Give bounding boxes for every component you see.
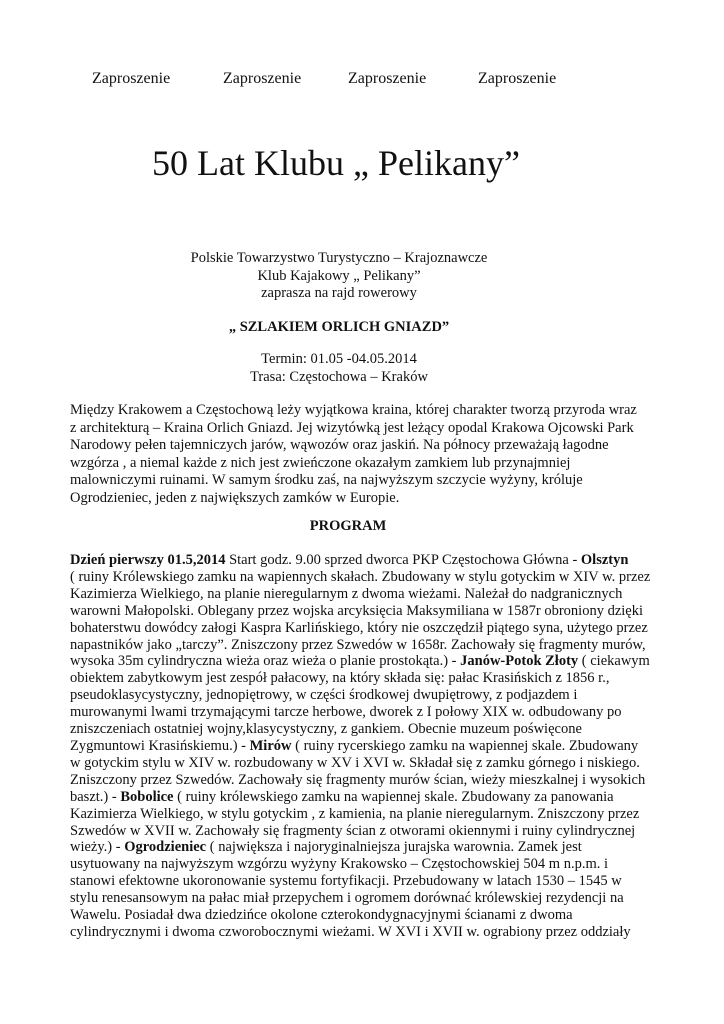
day-line [70, 789, 660, 806]
day-line: murowanymi lwami trzymającymi tarcze herbowe, dworek z I połowy XIX w. odbudowany po [70, 704, 622, 721]
header-row [0, 70, 724, 90]
day-line: warowni Małopolski. Oblegany przez wojska arcyksięcia Maksymiliana w 1587r obroniony dzięki [70, 602, 644, 619]
day-line: Szwedów w XVII w. Zachowały się fragmenty ścian z otworami okiennymi i ruiny cylindrycznej [70, 822, 636, 839]
day-line: Zniszczony przez Szwedów. Zachowały się fragmenty murów ścian, wieży mieszkalnej i wysokich [70, 771, 646, 788]
place-name: Mirów [249, 737, 292, 754]
day-line: zniszczeniach ostatniej wojny,klasycystyczny, z gankiem. Obecnie muzeum poświęcone [70, 721, 582, 738]
header-invitation-label: Zaproszenie [348, 70, 427, 87]
header-invitation-label: Zaproszenie [223, 70, 302, 87]
day-text: ( największa i najoryginalniejsza jurajska warownia. Zamek jest [206, 839, 582, 856]
day-line: Wawelu. Posiadał dwa dziedzińce okolone czterokondygnacyjnymi ścianami z dwoma [70, 907, 573, 924]
rally-term: Termin: 01.05 -04.05.2014 [261, 351, 417, 367]
header-invitation-label: Zaproszenie [478, 70, 557, 87]
organizer-line: Polskie Towarzystwo Turystyczno – Krajoznawcze [190, 250, 488, 266]
day-line: ( ruiny Królewskiego zamku na wapiennych skałach. Zbudowany w stylu gotyckim w XIV w. przez [70, 568, 651, 585]
day-text: baszt.) - [70, 788, 121, 805]
header-invitation-label: Zaproszenie [92, 70, 171, 87]
day-text: Zygmuntowi Krasińskiemu.) - [70, 737, 250, 754]
rally-details [0, 351, 678, 386]
place-name: Olsztyn [580, 552, 629, 568]
day-line: cylindrycznymi i dwoma czworobocznymi wieżami. W XVI i XVII w. ograbiony przez oddziały [70, 923, 631, 940]
day-line [70, 552, 660, 569]
day-line [70, 653, 660, 670]
organizer-line: Klub Kajakowy „ Pelikany” [257, 267, 421, 284]
day-line [70, 738, 660, 755]
intro-line: z architekturą – Kraina Orlich Gniazd. Jej wizytówką jest leżący opodal Krakowa Ojcowski Park [70, 419, 634, 436]
day-line: pseudoklasycystyczny, jednopiętrowy, w części środkowej dwupiętrowy, z podjazdem i [70, 687, 578, 704]
day-text: Start godz. 9.00 sprzed dworca PKP Częstochowa Główna - [225, 552, 581, 568]
place-name: Bobolice [120, 788, 174, 805]
day-line: stylu renesansowym na pałac miał przepychem i ogromem dorównać królewskiej rezydencji na [70, 890, 624, 907]
place-name: Janów-Potok Złoty [460, 653, 579, 670]
day-line [70, 839, 660, 856]
intro-line: malowniczymi ruinami. W samym środku zaś, na najwyższym szczycie wyżyny, króluje [70, 472, 583, 488]
intro-paragraph [70, 402, 662, 507]
page-title: 50 Lat Klubu „ Pelikany” [152, 143, 520, 183]
day-line: Kazimierza Wielkiego, w stylu gotyckim , z kamienia, na planie nieregularnym. Zniszczony przez [70, 805, 640, 822]
organizer-block [0, 250, 678, 303]
rally-name: „ SZLAKIEM ORLICH GNIAZD” [228, 319, 450, 335]
day-text: wysoka 35m cylindryczna wieża oraz wieża o planie prostokąta.) - [70, 653, 461, 670]
day-text: ( ruiny rycerskiego zamku na wapiennej skale. Zbudowany [291, 737, 639, 754]
intro-line: Narodowy pełen tajemniczych jarów, wąwozów oraz jaskiń. Na północy przeważają łagodne [70, 437, 609, 453]
intro-line: Ogrodzieniec, jeden z największych zamków w Europie. [70, 489, 400, 506]
intro-line: wzgórza , a niemal każde z nich jest zwieńczone okazałym zamkiem lub przynajmniej [70, 454, 571, 471]
intro-line: Między Krakowem a Częstochową leży wyjątkowa kraina, której charakter tworzą przyroda wraz [70, 402, 637, 418]
day-text: wieży.) - [70, 839, 125, 856]
rally-route: Trasa: Częstochowa – Kraków [250, 368, 428, 385]
day-text: ( ciekawym [578, 653, 650, 670]
place-name: Ogrodzieniec [124, 839, 207, 856]
day-label: Dzień pierwszy 01.5,2014 [70, 552, 226, 568]
day-one-paragraph [70, 552, 660, 941]
day-line: obiektem zabytkowym jest zespół pałacowy, na który składa się: pałac Krasińskich z 1856 r., [70, 670, 610, 687]
day-line: w gotyckim stylu w XIV w. rozbudowany w XV i XVI w. Składał się z zamku górnego i niskiego. [70, 754, 640, 771]
day-line: napastników jako „tarczy”. Zniszczony przez Szwedów w 1658r. Zachowały się fragmenty murów, [70, 636, 646, 653]
day-text: ( ruiny królewskiego zamku na wapiennej skale. Zbudowany za panowania [173, 788, 614, 805]
program-heading: PROGRAM [309, 518, 387, 534]
day-line: Kazimierza Wielkiego, na planie nieregularnym z dwoma wieżami. Należał do nadgranicznych [70, 585, 623, 602]
day-line: bohaterstwu dowódcy załogi Kaspra Karlińskiego, który nie oszczędził piątego syna, użytego przez [70, 619, 648, 636]
day-line: stanowi efektowne ukoronowanie systemu fortyfikacji. Przebudowany w latach 1530 – 1545 w [70, 873, 622, 890]
day-line: usytuowany na najwyższym wzgórzu wyżyny Krakowsko – Częstochowskiej 504 m n.p.m. i [70, 856, 609, 873]
organizer-line: zaprasza na rajd rowerowy [261, 285, 417, 301]
